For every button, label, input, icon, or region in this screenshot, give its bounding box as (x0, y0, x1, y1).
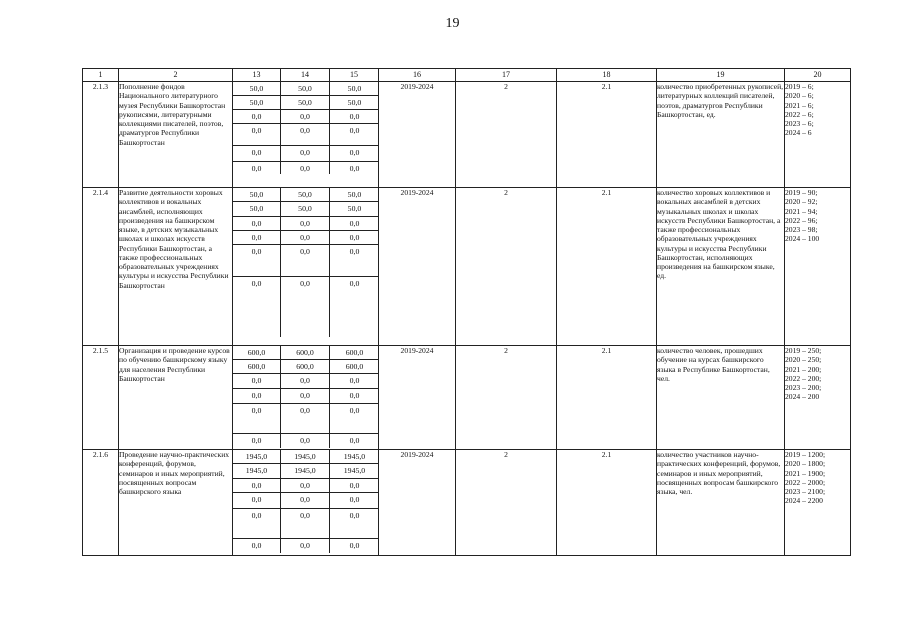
target-year-value: 2024 – 6 (785, 128, 812, 138)
funding-grid (233, 450, 379, 553)
funding-value: 50,0 (330, 96, 379, 110)
target-year-value: 2022 – 96; (785, 215, 818, 225)
target-year-value: 2024 – 100 (785, 234, 820, 244)
funding-value: 0,0 (349, 279, 360, 288)
target-year-value: 2022 – 200; (785, 373, 822, 383)
funding-value: 0,0 (330, 389, 379, 404)
header-cell: 15 (330, 69, 379, 82)
funding-value: 0,0 (281, 231, 330, 245)
funding-value: 0,0 (349, 164, 360, 173)
target-year-value: 2023 – 200; (785, 383, 822, 392)
header-cell: 1 (83, 69, 119, 82)
target-year-value: 2019 – 6; (785, 82, 814, 91)
funding-value: 0,0 (330, 479, 379, 493)
funding-value: 0,0 (233, 277, 281, 337)
column-18-cell: 2.1 (557, 346, 657, 450)
target-year-value: 2021 – 6; (785, 100, 814, 110)
header-cell: 19 (657, 69, 785, 82)
target-values (785, 82, 851, 188)
funding-value: 0,0 (233, 217, 281, 231)
funding-value: 0,0 (330, 146, 379, 162)
column-17-cell: 2 (456, 188, 557, 346)
funding-value: 0,0 (349, 541, 360, 550)
target-year-value: 2022 – 6; (785, 109, 814, 119)
column-18-cell: 2.1 (557, 450, 657, 556)
funding-value: 0,0 (233, 110, 281, 124)
target-year-value: 2021 – 1900; (785, 468, 826, 478)
funding-value: 0,0 (330, 509, 379, 539)
funding-value: 0,0 (281, 146, 330, 162)
target-year-value: 2020 – 1800; (785, 459, 826, 469)
funding-value: 600,0 (330, 346, 379, 360)
measure-name: Проведение научно-практических конференций, форумов, семинаров и иных мероприятий, посвященных вопросам башкирского языка (119, 450, 233, 556)
funding-value: 0,0 (233, 146, 281, 162)
target-values (785, 188, 851, 346)
funding-value: 0,0 (233, 162, 281, 174)
indicator-cell: количество участников научно-практических конференций, форумов, семинаров и иных мероприятий, посвященных вопросам башкирского языка, чел. (657, 450, 785, 556)
period-cell: 2019-2024 (379, 450, 456, 556)
target-year-value: 2022 – 2000; (785, 477, 826, 487)
indicator-cell: количество человек, прошедших обучение на курсах башкирского языка в Республике Башкортостан, чел. (657, 346, 785, 450)
period-cell: 2019-2024 (379, 82, 456, 188)
funding-value: 0,0 (349, 436, 360, 445)
measure-name: Пополнение фондов Национального литературного музея Республики Башкортостан рукописями, литературными коллекциями писателей, поэтов, драматургов Республики Башкортостан (119, 82, 233, 188)
funding-value: 0,0 (330, 245, 379, 277)
funding-value: 1945,0 (281, 464, 330, 479)
funding-value: 0,0 (233, 509, 281, 539)
program-table (82, 68, 851, 556)
period-cell: 2019-2024 (379, 188, 456, 346)
funding-value: 0,0 (233, 539, 281, 553)
funding-value: 50,0 (233, 202, 281, 217)
funding-value: 1945,0 (233, 464, 281, 479)
target-year-value: 2020 – 250; (785, 355, 822, 365)
header-cell: 13 (233, 69, 281, 82)
period-cell: 2019-2024 (379, 346, 456, 450)
funding-value: 600,0 (233, 346, 281, 360)
table-row (83, 82, 851, 188)
funding-value: 50,0 (281, 96, 330, 110)
header-cell: 16 (379, 69, 456, 82)
funding-value: 0,0 (233, 231, 281, 245)
funding-value: 0,0 (281, 479, 330, 493)
header-cell: 20 (785, 69, 851, 82)
target-year-value: 2020 – 92; (785, 197, 818, 207)
funding-value: 0,0 (330, 110, 379, 124)
funding-values (233, 82, 379, 188)
funding-value: 600,0 (281, 360, 330, 374)
row-number: 2.1.4 (83, 188, 119, 346)
funding-value: 1945,0 (281, 450, 330, 464)
column-17-cell: 2 (456, 82, 557, 188)
header-cell: 14 (281, 69, 330, 82)
funding-value: 0,0 (330, 404, 379, 434)
header-cell: 18 (557, 69, 657, 82)
funding-value: 0,0 (281, 374, 330, 389)
funding-value: 50,0 (281, 82, 330, 96)
funding-value: 0,0 (281, 434, 330, 448)
column-17-cell: 2 (456, 346, 557, 450)
funding-value: 0,0 (281, 110, 330, 124)
funding-value: 1945,0 (233, 450, 281, 464)
measure-name: Развитие деятельности хоровых коллективов и вокальных ансамблей, исполняющих произведения на башкирском языке, в детских музыкальных школах и школах искусств Республики Башкортостан, а также профессиональных образовательных учреждениях культуры и искусства Республики Башкортостан (119, 188, 233, 346)
target-year-value: 2024 – 200 (785, 392, 820, 402)
funding-value: 0,0 (330, 231, 379, 245)
funding-value: 50,0 (330, 202, 379, 217)
funding-values (233, 450, 379, 556)
target-year-value: 2021 – 94; (785, 206, 818, 216)
funding-value: 50,0 (330, 188, 379, 202)
target-year-value: 2023 – 98; (785, 225, 818, 234)
table-row (83, 450, 851, 556)
funding-value: 1945,0 (330, 464, 379, 479)
row-number: 2.1.6 (83, 450, 119, 556)
funding-value: 0,0 (233, 479, 281, 493)
funding-value: 0,0 (281, 124, 330, 146)
target-values (785, 346, 851, 450)
page-number: 19 (445, 16, 460, 31)
funding-value: 0,0 (233, 374, 281, 389)
funding-value: 0,0 (330, 124, 379, 146)
row-number: 2.1.5 (83, 346, 119, 450)
measure-name: Организация и проведение курсов по обучению башкирскому языку для населения Республики Башкортостан (119, 346, 233, 450)
funding-value: 50,0 (281, 202, 330, 217)
header-cell: 17 (456, 69, 557, 82)
funding-value: 0,0 (281, 539, 330, 553)
table-row (83, 188, 851, 346)
funding-grid (233, 188, 379, 337)
target-year-value: 2020 – 6; (785, 91, 814, 101)
column-18-cell: 2.1 (557, 82, 657, 188)
funding-value: 0,0 (281, 245, 330, 277)
funding-value: 0,0 (281, 277, 330, 337)
funding-grid (233, 82, 379, 174)
funding-value: 600,0 (233, 360, 281, 374)
column-18-cell: 2.1 (557, 188, 657, 346)
funding-value: 600,0 (281, 346, 330, 360)
funding-value: 0,0 (281, 162, 330, 174)
funding-value: 0,0 (281, 217, 330, 231)
funding-value: 0,0 (233, 404, 281, 434)
funding-value: 0,0 (233, 434, 281, 448)
row-number: 2.1.3 (83, 82, 119, 188)
target-year-value: 2024 – 2200 (785, 496, 823, 506)
indicator-cell: количество хоровых коллективов и вокальных ансамблей в детских музыкальных школах и школах искусств Республики Башкортостан, а также профессиональных образовательных учреждениях культуры и искусства Республики Башкортостан, исполняющих произведения на башкирском языке, ед. (657, 188, 785, 346)
funding-value: 0,0 (281, 404, 330, 434)
target-year-value: 2019 – 90; (785, 188, 818, 197)
funding-value: 0,0 (233, 245, 281, 277)
target-year-value: 2023 – 6; (785, 119, 814, 128)
funding-values (233, 188, 379, 346)
indicator-cell: количество приобретенных рукописей, литературных коллекций писателей, поэтов, драматургов Республики Башкортостан, ед. (657, 82, 785, 188)
table-row (83, 346, 851, 450)
header-cell: 2 (119, 69, 233, 82)
funding-value: 50,0 (233, 96, 281, 110)
funding-value: 1945,0 (330, 450, 379, 464)
target-year-value: 2021 – 200; (785, 364, 822, 374)
funding-values (233, 346, 379, 450)
target-values (785, 450, 851, 556)
funding-value: 0,0 (330, 217, 379, 231)
funding-grid (233, 346, 379, 448)
funding-value: 0,0 (233, 389, 281, 404)
funding-value: 0,0 (233, 493, 281, 509)
funding-value: 0,0 (330, 374, 379, 389)
funding-value: 50,0 (330, 82, 379, 96)
funding-value: 50,0 (281, 188, 330, 202)
target-year-value: 2023 – 2100; (785, 487, 826, 496)
funding-value: 600,0 (330, 360, 379, 374)
funding-value: 50,0 (233, 82, 281, 96)
column-17-cell: 2 (456, 450, 557, 556)
funding-value: 0,0 (330, 493, 379, 509)
header-row (83, 69, 851, 82)
funding-value: 0,0 (281, 493, 330, 509)
funding-value: 0,0 (281, 389, 330, 404)
funding-value: 50,0 (233, 188, 281, 202)
funding-value: 0,0 (281, 509, 330, 539)
target-year-value: 2019 – 1200; (785, 450, 826, 459)
target-year-value: 2019 – 250; (785, 346, 822, 355)
funding-value: 0,0 (233, 124, 281, 146)
